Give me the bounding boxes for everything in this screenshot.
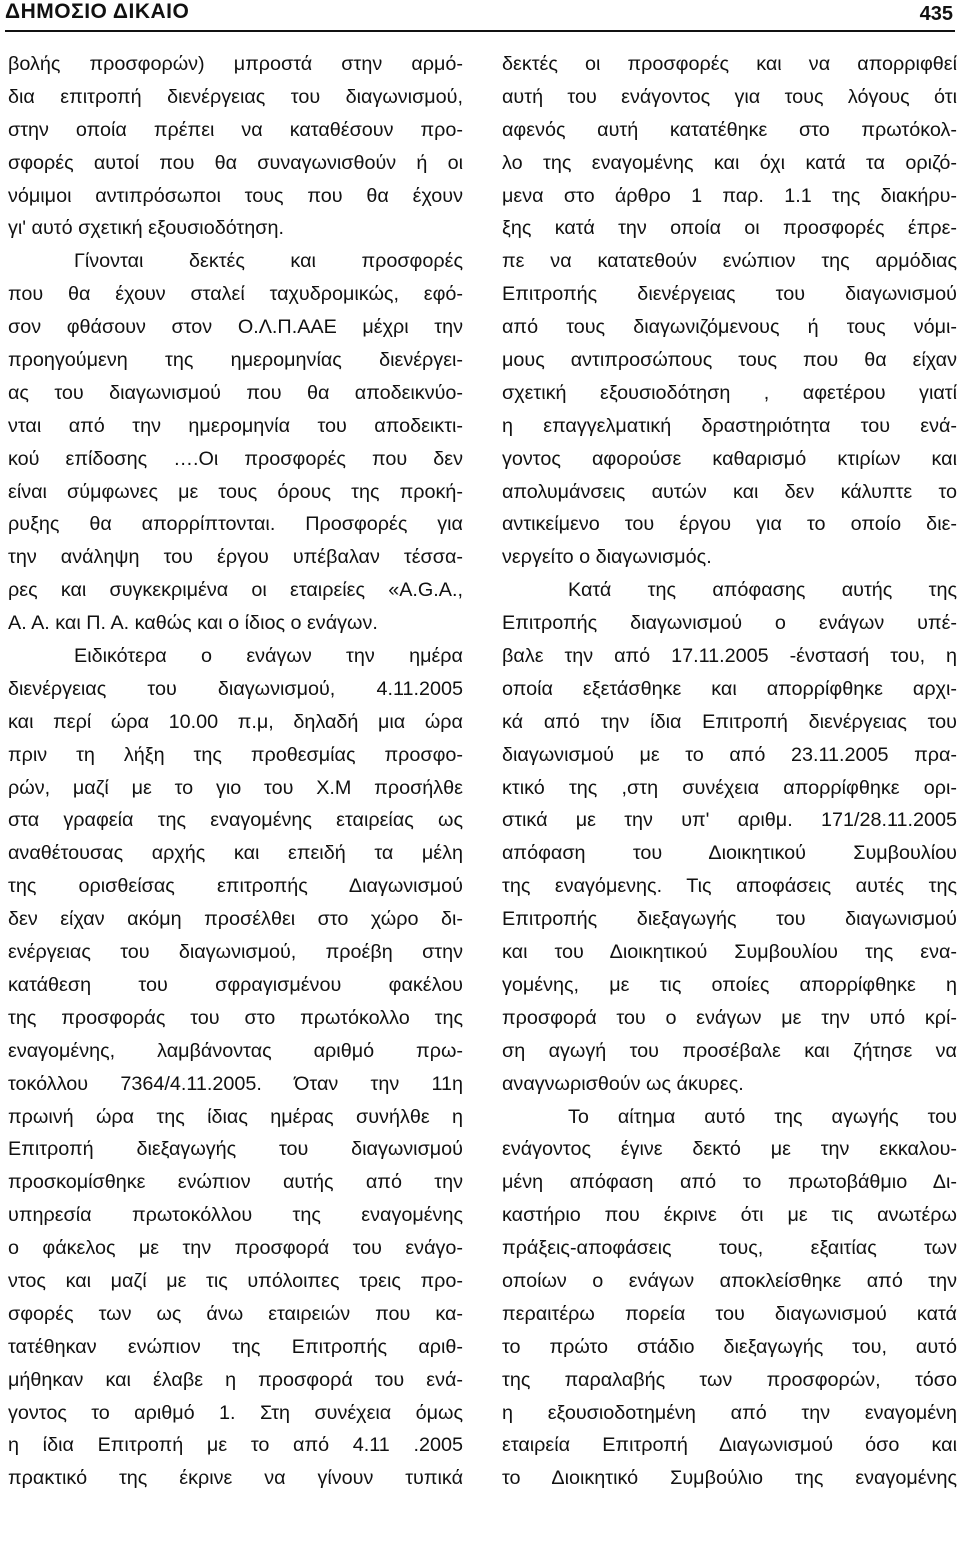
text-line: Κατά της απόφασης αυτής της xyxy=(568,579,957,602)
text-line: ρυξης θα απορρίπτονται. Προσφορές για xyxy=(8,513,463,536)
text-line: την ανάληψη του έργου υπέβαλαν τέσσα- xyxy=(8,546,463,569)
text-line: περαιτέρω πορεία του διαγωνισμού κατά xyxy=(502,1302,957,1325)
text-line: ενάγοντος έγινε δεκτό με την εκκαλου- xyxy=(502,1138,957,1161)
text-line: γομένης, με τις οποίες απορρίφθηκε η xyxy=(502,973,957,996)
text-line: δεν είχαν ακόμη προσέλθει στο χώρο δι- xyxy=(8,908,463,931)
text-line: απολυμάνσεις αυτών και δεν κάλυπτε το xyxy=(502,480,957,503)
text-line: Α. Α. και Π. Α. καθώς και ο ίδιος ο ενάγων. xyxy=(8,612,378,635)
text-line: είναι σύμφωνες με τους όρους της προκή- xyxy=(8,480,463,503)
text-line: ντος και μαζί με τις υπόλοιπες τρεις προ- xyxy=(8,1269,463,1292)
text-line: διαγωνισμού με το από 23.11.2005 πρα- xyxy=(502,743,957,766)
text-line: πρακτικό της έκρινε να γίνουν τυπικά xyxy=(8,1467,463,1490)
text-line: κατάθεση του σφραγισμένου φακέλου xyxy=(8,973,463,996)
text-line: οποίων ο ενάγων αποκλείσθηκε από την xyxy=(502,1269,957,1292)
text-line: αναθέτουσας αρχής και επειδή τα μέλη xyxy=(8,842,463,865)
text-line: η ίδια Επιτροπή με το από 4.11 .2005 xyxy=(8,1434,463,1457)
text-line: αναγνωρισθούν ως άκυρες. xyxy=(502,1072,744,1095)
text-line: το Διοικητικό Συμβούλιο της εναγομένης xyxy=(502,1467,957,1490)
text-line: απόφαση του Διοικητικού Συμβουλίου xyxy=(502,842,957,865)
text-line: Το αίτημα αυτό της αγωγής του xyxy=(568,1105,957,1128)
text-line: τατέθηκαν ενώπιον της Επιτροπής αριθ- xyxy=(8,1335,463,1358)
text-line: νόμιμοι αντιπρόσωποι τους που θα έχουν xyxy=(8,184,463,207)
text-line: ρών, μαζί με το γιο του Χ.Μ προσήλθε xyxy=(8,776,463,799)
text-line: δια επιτροπή διενέργειας του διαγωνισμού, xyxy=(8,85,463,108)
text-line: δεκτές οι προσφορές και να απορριφθεί xyxy=(502,53,957,75)
text-line: εταιρεία Επιτροπή Διαγωνισμού όσο και xyxy=(502,1434,957,1457)
text-line: στα γραφεία της εναγομένης εταιρείας ως xyxy=(8,809,463,832)
text-line: μήθηκαν και έλαβε η προσφορά του ενά- xyxy=(8,1368,463,1391)
text-line: ξης κατά την οποία οι προσφορές έπρε- xyxy=(502,217,957,240)
text-line: προσκομίσθηκε ενώπιον αυτής από την xyxy=(8,1171,463,1194)
text-line: σφορές αυτοί που θα συναγωνισθούν ή οι xyxy=(8,151,463,174)
text-line: εναγομένης, λαμβάνοντας αριθμό πρω- xyxy=(8,1039,463,1062)
text-line: της εναγόμενης. Τις αποφάσεις αυτές της xyxy=(502,875,957,898)
text-line: σφορές των ως άνω εταιρειών που κα- xyxy=(8,1302,463,1325)
text-line: στικά με την υπ' αριθμ. 171/28.11.2005 xyxy=(502,809,957,832)
text-line: από τους διαγωνιζόμενους ή τους νόμι- xyxy=(502,316,957,339)
text-line: βαλε την από 17.11.2005 -ένστασή του, η xyxy=(502,645,957,668)
text-line: βολής προσφορών) μπροστά στην αρμό- xyxy=(8,53,463,75)
text-line: Ειδικότερα ο ενάγων την ημέρα xyxy=(74,645,463,668)
text-line: αυτή του ενάγοντος για τους λόγους ότι xyxy=(502,85,957,108)
text-line: ας του διαγωνισμού που θα αποδεικνύο- xyxy=(8,381,463,404)
text-line: Επιτροπής διενέργειας του διαγωνισμού xyxy=(502,283,957,306)
text-line: προηγούμενη της ημερομηνίας διενέργει- xyxy=(8,349,463,372)
text-line: της ορισθείσας επιτροπής Διαγωνισμού xyxy=(8,875,463,898)
text-line: προσφορά του ο ενάγων με την υπό κρί- xyxy=(502,1006,957,1029)
text-line: ση αγωγή του προσέβαλε και ζήτησε να xyxy=(502,1039,957,1062)
page-number: 435 xyxy=(919,3,953,25)
text-line: της προσφοράς του στο πρωτόκολλο της xyxy=(8,1006,463,1029)
text-line: Επιτροπής διεξαγωγής του διαγωνισμού xyxy=(502,908,957,931)
text-line: αφενός αυτή κατατέθηκε στο πρωτόκολ- xyxy=(502,118,957,141)
text-line: καστήριο που έκρινε ότι με τις ανωτέρω xyxy=(502,1204,957,1227)
left-text-column xyxy=(8,48,463,1495)
text-line: αντικείμενο του έργου για το οποίο διε- xyxy=(502,513,957,536)
text-line: πριν τη λήξη της προθεσμίας προσφο- xyxy=(8,743,463,766)
text-line: Επιτροπή διεξαγωγής του διαγωνισμού xyxy=(8,1138,463,1161)
text-line: νεργείτο ο διαγωνισμός. xyxy=(502,546,712,569)
text-line: μενα στο άρθρο 1 παρ. 1.1 της διακήρυ- xyxy=(502,184,957,207)
text-line: στην οποία πρέπει να καταθέσουν προ- xyxy=(8,118,463,141)
text-line: ρες και συγκεκριμένα οι εταιρείες «Α.G.Α., xyxy=(8,579,463,602)
text-line: νται από την ημερομηνία του αποδεικτι- xyxy=(8,414,463,437)
text-line: γι' αυτό σχετική εξουσιοδότηση. xyxy=(8,217,284,240)
text-line: και περί ώρα 10.00 π.μ, δηλαδή μια ώρα xyxy=(8,710,463,733)
text-line: πρωινή ώρα της ίδιας ημέρας συνήλθε η xyxy=(8,1105,463,1128)
text-line: λο της εναγομένης και όχι κατά τα οριζό- xyxy=(502,151,957,174)
text-line: μους αντιπροσώπους τους που θα είχαν xyxy=(502,349,957,372)
text-line: σχετική εξουσιοδότηση , αφετέρου γιατί xyxy=(502,381,957,404)
text-line: τοκόλλου 7364/4.11.2005. Όταν την 11η xyxy=(8,1072,463,1095)
text-line: υπηρεσία πρωτοκόλλου της εναγομένης xyxy=(8,1204,463,1227)
text-line: οποία εξετάσθηκε και απορρίφθηκε αρχι- xyxy=(502,677,957,700)
text-line: μένη απόφαση από το πρωτοβάθμιο Δι- xyxy=(502,1171,957,1194)
text-line: γοντος αφορούσε καθαρισμό κτιρίων και xyxy=(502,447,957,470)
text-line: που θα έχουν σταλεί ταχυδρομικώς, εφό- xyxy=(8,283,463,306)
running-header xyxy=(5,0,955,32)
text-line: ενέργειας του διαγωνισμού, προέβη στην xyxy=(8,941,463,964)
text-line: ο φάκελος με την προσφορά του ενάγο- xyxy=(8,1237,463,1260)
text-line: κού επίδοσης ….Οι προσφορές που δεν xyxy=(8,447,463,470)
text-line: γοντος το αριθμό 1. Στη συνέχεια όμως xyxy=(8,1401,463,1424)
text-line: και του Διοικητικού Συμβουλίου της ενα- xyxy=(502,941,957,964)
text-line: πε να κατατεθούν ενώπιον της αρμόδιας xyxy=(502,250,957,273)
text-line: η εξουσιοδοτημένη από την εναγομένη xyxy=(502,1401,957,1424)
text-line: διενέργειας του διαγωνισμού, 4.11.2005 xyxy=(8,677,463,700)
text-line: κά από την ίδια Επιτροπή διενέργειας του xyxy=(502,710,957,733)
section-title: ΔΗΜΟΣΙΟ ΔΙΚΑΙΟ xyxy=(5,0,190,23)
text-line: η επαγγελματική δραστηριότητα του ενά- xyxy=(502,414,957,437)
text-line: Επιτροπής διαγωνισμού ο ενάγων υπέ- xyxy=(502,612,957,635)
text-line: Γίνονται δεκτές και προσφορές xyxy=(74,250,463,273)
text-line: της παραλαβής των προσφορών, τόσο xyxy=(502,1368,957,1391)
right-text-column xyxy=(502,48,957,1495)
text-line: κτικό της ,στη συνέχεια απορρίφθηκε ορι- xyxy=(502,776,957,799)
text-line: σον φθάσουν στον Ο.Λ.Π.ΑΑΕ μέχρι την xyxy=(8,316,463,339)
text-line: το πρώτο στάδιο διεξαγωγής του, αυτό xyxy=(502,1335,957,1358)
text-line: πράξεις-αποφάσεις τους, εξαιτίας των xyxy=(502,1237,957,1260)
